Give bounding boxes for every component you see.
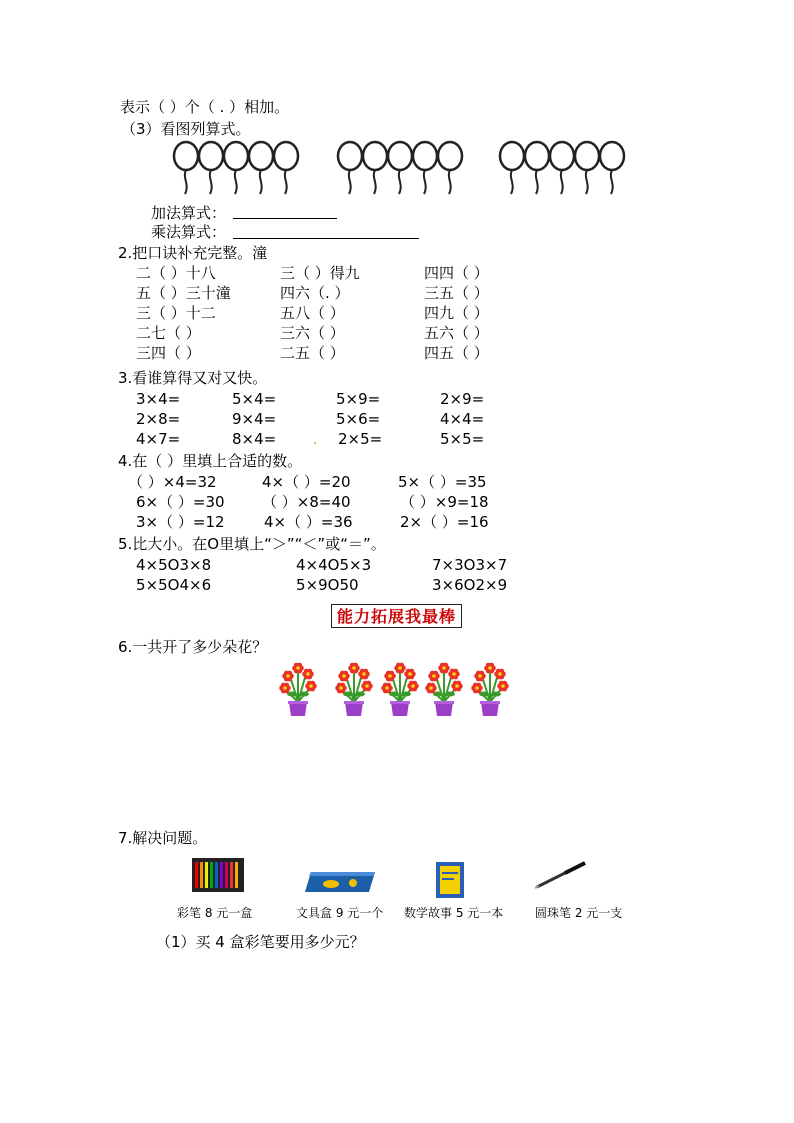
q3-cell: 3×4= [136, 390, 181, 408]
q2-cell: 五（ ）三十潼 [136, 284, 231, 302]
q3-cell: 4×7= [136, 430, 181, 448]
q2-cell: 五六（ ） [424, 324, 489, 342]
q2-cell: 四九（ ） [424, 304, 489, 322]
q7-title: 7.解决问题。 [118, 829, 208, 847]
balloon-icon [575, 142, 599, 170]
addition-label: 加法算式： [151, 204, 227, 222]
q4-cell: 2×（ ）=16 [400, 513, 489, 531]
q4-cell: （ ）×4=32 [128, 473, 217, 491]
multiplication-label: 乘法算式： [151, 223, 227, 241]
item-caption-color-pens: 彩笔 8 元一盒 [177, 906, 253, 920]
q4-cell: （ ）×8=40 [262, 493, 351, 511]
item-caption-ballpoint-pen: 圆珠笔 2 元一支 [535, 906, 623, 920]
q2-cell: 二七（ ） [136, 324, 201, 342]
q5-cell: 4×5O3×8 [136, 556, 212, 574]
balloon-group [498, 140, 630, 198]
q3-cell: 8×4= [232, 430, 277, 448]
q2-cell: 三（ ）十二 [136, 304, 216, 322]
ballpoint-pen-icon [535, 860, 589, 890]
q3-cell: 4×4= [440, 410, 485, 428]
q3-cell: 2×5= [338, 430, 383, 448]
q5-title: 5.比大小。在O里填上“＞”“＜”或“＝”。 [118, 535, 386, 553]
balloon-icon [600, 142, 624, 170]
item-caption-book: 数学故事 5 元一本 [404, 906, 504, 920]
q2-cell: 四五（ ） [424, 344, 489, 362]
q2-cell: 三六（ ） [280, 324, 345, 342]
flower-pot-icon [278, 660, 318, 718]
q2-cell: 三（ ）得九 [280, 264, 360, 282]
q3-cell: 2×9= [440, 390, 485, 408]
q3-cell: 5×5= [440, 430, 485, 448]
balloon-icon [249, 142, 273, 170]
q2-cell: 二（ ）十八 [136, 264, 216, 282]
pencil-case-icon [305, 870, 375, 894]
q2-cell: 三四（ ） [136, 344, 201, 362]
balloon-icon [363, 142, 387, 170]
q2-cell: 五八（ ） [280, 304, 345, 322]
q4-cell: 4×（ ）=20 [262, 473, 351, 491]
intro-line: 表示（ ）个（ . ）相加。 [120, 98, 290, 116]
q3-title: 3.看谁算得又对又快。 [118, 369, 268, 387]
flower-pot-icon [380, 660, 420, 718]
q2-cell: 三五（ ） [424, 284, 489, 302]
sub-question-3: （3）看图列算式。 [121, 120, 251, 138]
q2-cell: 四四（ ） [424, 264, 489, 282]
q5-cell: 4×4O5×3 [296, 556, 372, 574]
balloon-icon [338, 142, 362, 170]
stray-dot: . [313, 432, 318, 448]
q7-sub-question-1: （1）买 4 盒彩笔要用多少元？ [156, 933, 365, 951]
balloon-icon [274, 142, 298, 170]
balloon-icon [224, 142, 248, 170]
book-icon [436, 862, 466, 898]
q4-cell: 4×（ ）=36 [264, 513, 353, 531]
balloon-icon [550, 142, 574, 170]
q4-title: 4.在（ ）里填上合适的数。 [118, 452, 303, 470]
q6-title: 6.一共开了多少朵花？ [118, 638, 268, 656]
flower-pot-icon [470, 660, 510, 718]
balloon-icon [174, 142, 198, 170]
balloon-group [336, 140, 468, 198]
section-banner: 能力拓展我最棒 [331, 604, 462, 628]
balloon-icon [413, 142, 437, 170]
q3-cell: 5×9= [336, 390, 381, 408]
q3-cell: 5×4= [232, 390, 277, 408]
balloon-icon [500, 142, 524, 170]
q5-cell: 7×3O3×7 [432, 556, 508, 574]
q2-title: 2.把口诀补充完整。潼 [118, 244, 268, 262]
balloon-icon [388, 142, 412, 170]
q5-cell: 5×5O4×6 [136, 576, 212, 594]
flower-pot-icon [334, 660, 374, 718]
color-pens-icon [192, 858, 244, 892]
q4-cell: 3×（ ）=12 [136, 513, 225, 531]
addition-answer-line[interactable] [233, 218, 337, 219]
q5-cell: 5×9O50 [296, 576, 359, 594]
q5-cell: 3×6O2×9 [432, 576, 508, 594]
q4-cell: 5×（ ）=35 [398, 473, 487, 491]
q2-cell: 四六（. ） [280, 284, 350, 302]
q4-cell: 6×（ ）=30 [136, 493, 225, 511]
q4-cell: （ ）×9=18 [400, 493, 489, 511]
multiplication-answer-line[interactable] [233, 238, 419, 239]
balloon-group [172, 140, 304, 198]
balloon-icon [525, 142, 549, 170]
q3-cell: 2×8= [136, 410, 181, 428]
q2-cell: 二五（ ） [280, 344, 345, 362]
balloon-icon [438, 142, 462, 170]
balloon-icon [199, 142, 223, 170]
q3-cell: 9×4= [232, 410, 277, 428]
item-caption-pencil-case: 文具盒 9 元一个 [296, 906, 384, 920]
flower-pot-icon [424, 660, 464, 718]
q3-cell: 5×6= [336, 410, 381, 428]
